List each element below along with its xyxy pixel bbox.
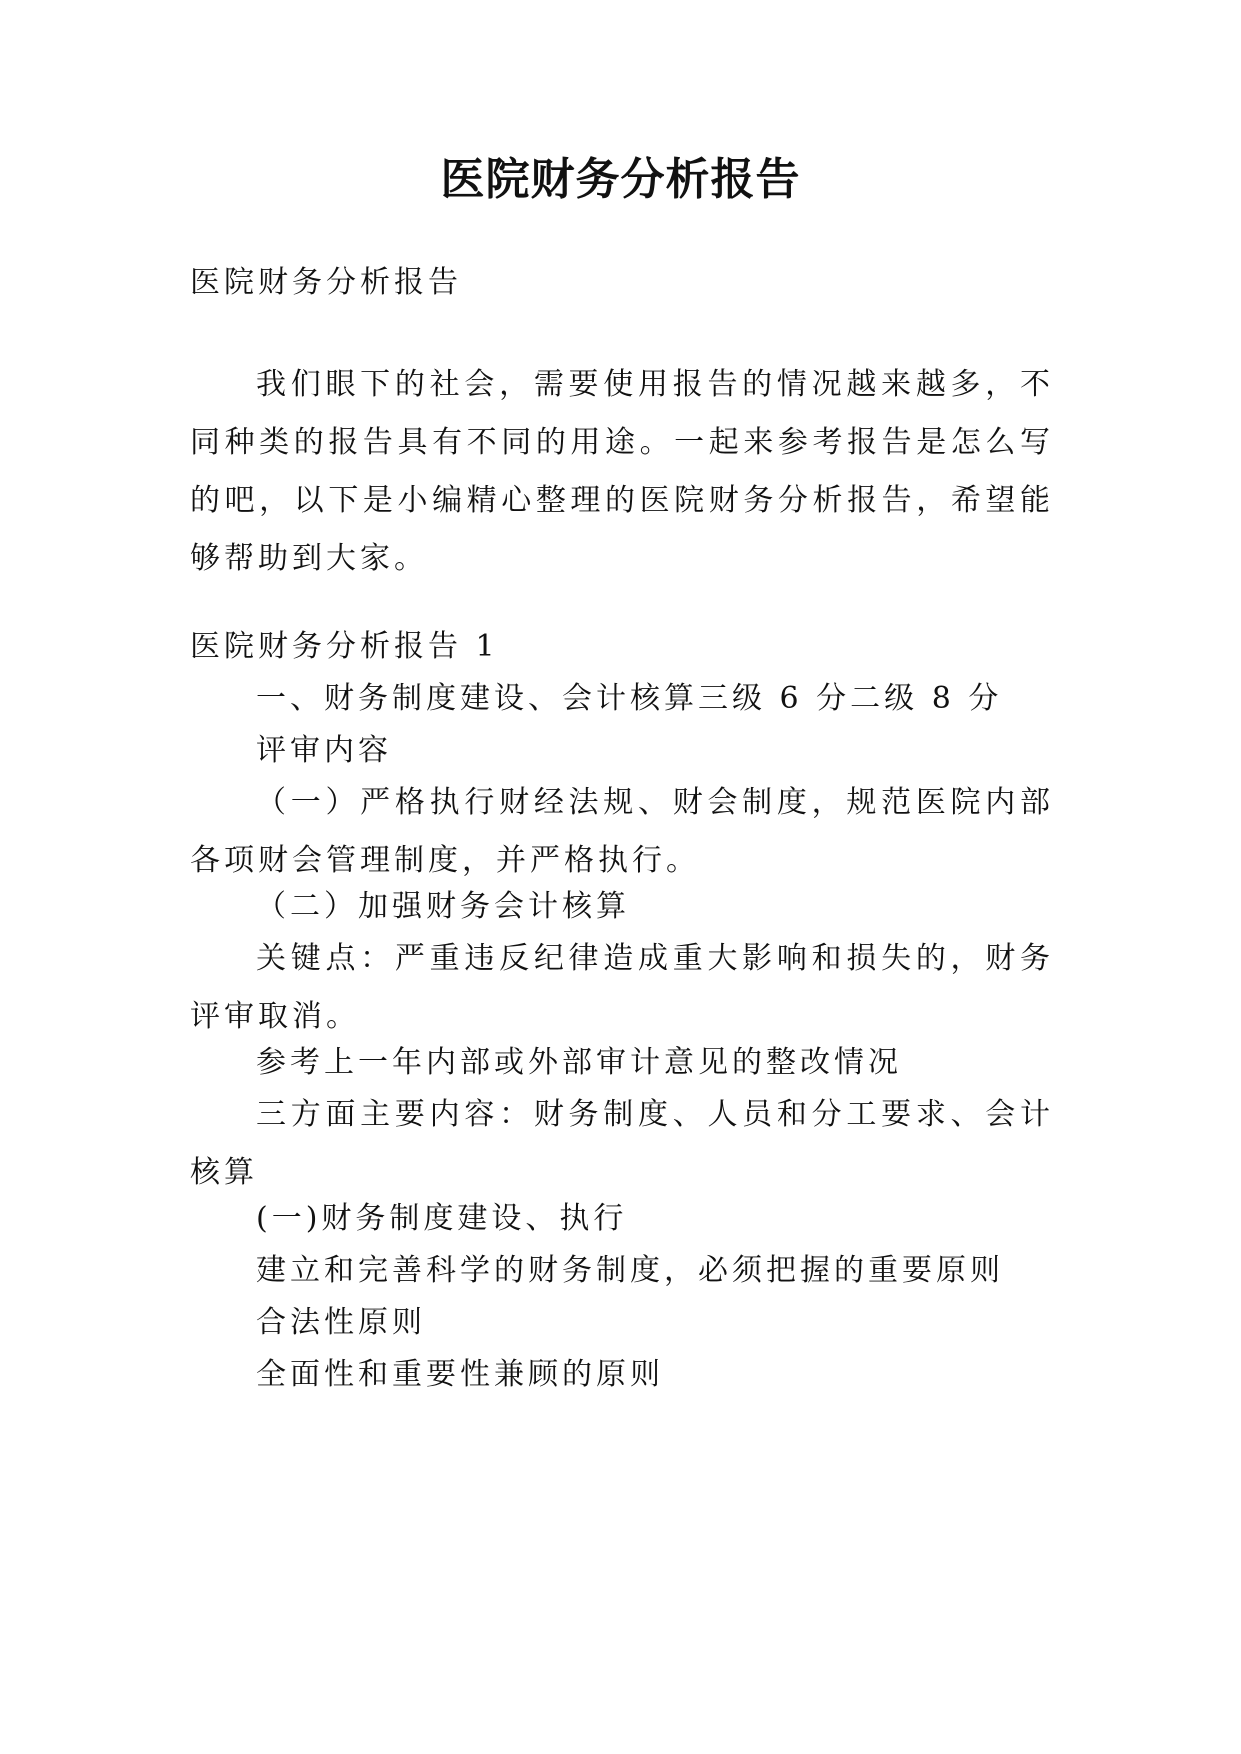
intro-paragraph: 我们眼下的社会，需要使用报告的情况越来越多，不同种类的报告具有不同的用途。一起来参考报告是怎么写的吧，以下是小编精心整理的医院财务分析报告，希望能够帮助到大家。 bbox=[190, 367, 1054, 576]
paragraph-item: 评审内容 bbox=[256, 733, 392, 768]
paragraph-item: 全面性和重要性兼顾的原则 bbox=[256, 1357, 664, 1392]
paragraph-item: 一、财务制度建设、会计核算三级 6 分二级 8 分 bbox=[256, 681, 1003, 716]
section-heading: 医院财务分析报告 1 bbox=[190, 629, 499, 664]
paragraph-item: （二）加强财务会计核算 bbox=[256, 889, 630, 924]
paragraph-item: （一）严格执行财经法规、财会制度，规范医院内部各项财会管理制度，并严格执行。 bbox=[190, 785, 1054, 878]
paragraph-item: 合法性原则 bbox=[256, 1305, 426, 1340]
paragraph-item: 三方面主要内容：财务制度、人员和分工要求、会计核算 bbox=[190, 1097, 1054, 1190]
paragraph-item: 关键点：严重违反纪律造成重大影响和损失的，财务评审取消。 bbox=[190, 941, 1054, 1034]
document-title: 医院财务分析报告 bbox=[440, 154, 801, 205]
paragraph-item: 参考上一年内部或外部审计意见的整改情况 bbox=[256, 1045, 902, 1080]
paragraph-item: 建立和完善科学的财务制度，必须把握的重要原则 bbox=[256, 1253, 1004, 1288]
document-subtitle: 医院财务分析报告 bbox=[190, 265, 462, 300]
paragraph-item: (一)财务制度建设、执行 bbox=[256, 1201, 628, 1236]
